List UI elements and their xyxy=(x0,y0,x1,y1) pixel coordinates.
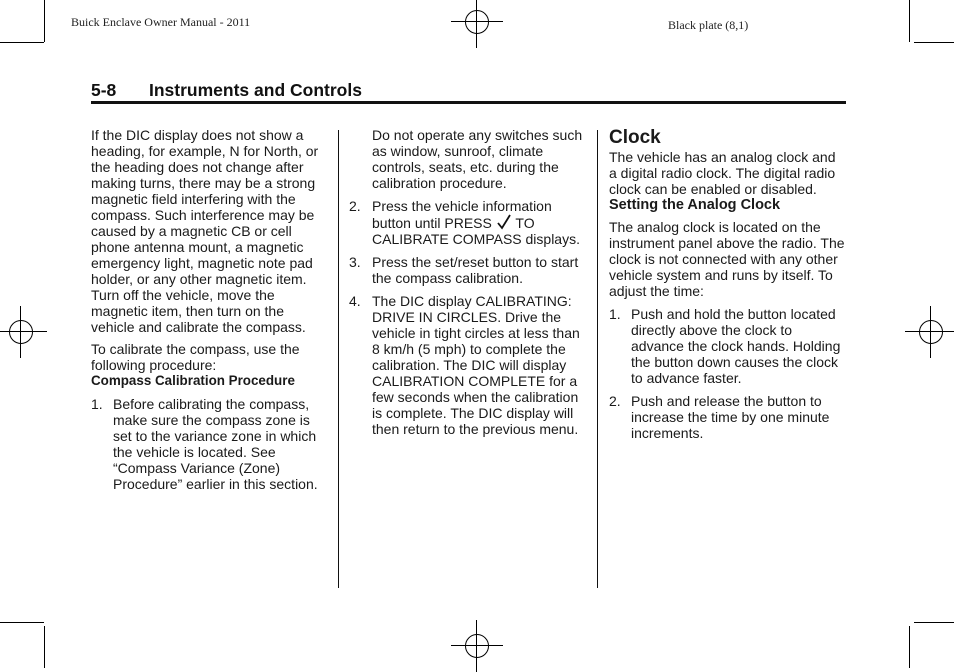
section-rule xyxy=(91,101,846,104)
list-item xyxy=(609,393,845,441)
section-title: Instruments and Controls xyxy=(149,80,362,100)
compass-interference-paragraph: If the DIC display does not show a heading, for example, N for North, or the heading does not change after making turns, there may be a strong magnetic field interfering with the compass. Such interference may be caused by a magnetic CB or cell phone antenna mount, a magnetic emergency light, magnetic note pad holder, or any other magnetic item. Turn off the vehicle, move the magnetic item, then turn on the vehicle and calibrate the compass. xyxy=(91,127,319,335)
registration-mark-left xyxy=(0,306,47,358)
crop-mark-top-left-v xyxy=(44,0,45,42)
column-2 xyxy=(349,127,587,437)
calibrate-intro-paragraph: To calibrate the compass, use the following procedure: xyxy=(91,341,300,373)
step-text-pre: Press the vehicle information button until PRESS xyxy=(372,198,552,231)
step1-continuation: Do not operate any switches such as window, sunroof, climate controls, seats, etc. during the calibration procedure. xyxy=(372,127,583,191)
step-number: 2. xyxy=(609,393,621,409)
registration-mark-bottom xyxy=(451,620,503,672)
column-3 xyxy=(609,127,845,441)
step-text: Push and release the button to increase the time by one minute increments. xyxy=(631,393,830,441)
list-item xyxy=(349,293,587,437)
step-number: 2. xyxy=(349,198,361,214)
list-item xyxy=(349,254,587,286)
manual-title: Buick Enclave Owner Manual - 2011 xyxy=(71,15,251,29)
step-text: Before calibrating the compass, make sure the compass zone is set to the variance zone in which the vehicle is located. See “Compass Variance (Zone) Procedure” earlier in this section. xyxy=(113,396,318,492)
clock-steps-list xyxy=(609,306,845,441)
step-text: Press the set/reset button to start the compass calibration. xyxy=(372,254,579,286)
column-1 xyxy=(91,127,329,492)
clock-heading: Clock xyxy=(609,127,661,148)
list-item xyxy=(609,306,845,386)
plate-label: Black plate (8,1) xyxy=(668,18,749,32)
section-heading xyxy=(91,80,362,101)
step-number: 3. xyxy=(349,254,361,270)
calibration-steps-list xyxy=(91,396,329,492)
step-number: 1. xyxy=(609,306,621,322)
section-number: 5-8 xyxy=(91,80,117,100)
step-text: The DIC display CALIBRATING: DRIVE IN CIRCLES. Drive the vehicle in tight circles at less than 8 km/h (5 mph) to complete the calibration. The DIC will display CALIBRATION COMPLETE for a few seconds when the calibration is complete. The DIC display will then return to the previous menu. xyxy=(372,293,580,437)
clock-intro-paragraph: The vehicle has an analog clock and a digital radio clock. The digital radio clock can be enabled or disabled. xyxy=(609,149,836,197)
crop-mark-top-right-h xyxy=(914,42,954,43)
crop-mark-bottom-left-h xyxy=(0,622,44,623)
analog-clock-paragraph: The analog clock is located on the instrument panel above the radio. The clock is not connected with any other vehicle system and runs by itself. To adjust the time: xyxy=(609,219,845,299)
column-divider-1 xyxy=(338,130,339,588)
calibration-steps-list-continued xyxy=(349,198,587,437)
list-item xyxy=(91,396,329,492)
crop-mark-bottom-left-v xyxy=(44,626,45,668)
list-item xyxy=(349,198,587,247)
registration-mark-right xyxy=(905,306,954,358)
step-text: Push and hold the button located directly above the clock to advance the clock hands. Holding the button down causes the clock to advance faster. xyxy=(631,306,841,386)
crop-mark-bottom-right-v xyxy=(909,626,910,668)
column-divider-2 xyxy=(597,130,598,588)
step-number: 4. xyxy=(349,293,361,309)
step-text-post: TO CALIBRATE COMPASS displays. xyxy=(372,215,580,247)
check-mark-icon xyxy=(497,214,511,230)
registration-mark-top xyxy=(451,0,503,48)
crop-mark-top-right-v xyxy=(909,0,910,42)
crop-mark-top-left-h xyxy=(0,42,44,43)
step-number: 1. xyxy=(91,396,103,412)
crop-mark-bottom-right-h xyxy=(914,622,954,623)
analog-clock-subhead: Setting the Analog Clock xyxy=(609,197,781,213)
compass-calibration-subhead: Compass Calibration Procedure xyxy=(91,373,295,388)
